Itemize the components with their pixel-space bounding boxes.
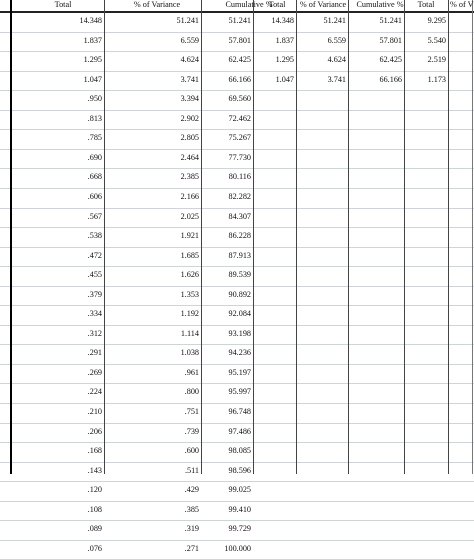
cell-total-extraction: 1.047	[275, 74, 294, 84]
cell-variance-extraction: 6.559	[327, 35, 346, 45]
cell-variance-initial: .961	[184, 367, 199, 377]
cell-cumulative-extraction: 57.801	[379, 35, 402, 45]
cell-variance-initial: 4.624	[180, 55, 199, 65]
cell-cumulative-extraction: 51.241	[379, 16, 402, 25]
header-variance-initial: % of Variance	[133, 0, 181, 9]
cell-cumulative-initial: 80.116	[228, 172, 251, 182]
cell-total-rotation: 2.519	[427, 55, 446, 65]
cell-cumulative-initial: 90.892	[228, 289, 251, 299]
cell-total-initial: .224	[87, 387, 102, 397]
cell-total-initial: .334	[87, 309, 102, 319]
cell-cumulative-initial: 72.462	[228, 113, 251, 123]
cell-variance-extraction: 51.241	[323, 16, 346, 25]
cell-cumulative-initial: 95.997	[228, 387, 251, 397]
cell-total-initial: .168	[87, 446, 102, 456]
cell-variance-initial: 2.902	[180, 113, 199, 123]
cell-total-initial: .143	[87, 465, 102, 475]
cell-total-rotation: 9.295	[427, 16, 446, 25]
cell-total-rotation: 1.173	[427, 74, 446, 84]
header-total-extraction: Total	[268, 0, 286, 9]
cell-variance-initial: .271	[184, 543, 199, 553]
cell-variance-initial: 2.166	[180, 191, 199, 201]
cell-total-initial: .538	[87, 231, 102, 241]
cell-cumulative-initial: 69.560	[228, 94, 251, 104]
cell-total-initial: .785	[87, 133, 102, 143]
cell-cumulative-initial: 99.025	[228, 485, 251, 495]
cell-cumulative-initial: 87.913	[228, 250, 251, 260]
cell-total-initial: .567	[87, 211, 102, 221]
cell-total-initial: .455	[87, 270, 102, 280]
cell-variance-extraction: 3.741	[327, 74, 346, 84]
cell-total-extraction: 1.837	[275, 35, 294, 45]
cell-cumulative-initial: 75.267	[228, 133, 251, 143]
cell-variance-initial: 1.353	[180, 289, 199, 299]
cell-total-extraction: 14.348	[271, 16, 294, 25]
cell-total-initial: .120	[87, 485, 102, 495]
cell-cumulative-initial: 86.228	[228, 231, 251, 241]
cell-total-initial: .950	[87, 94, 102, 104]
cell-variance-initial: 1.921	[180, 231, 199, 241]
cell-cumulative-initial: 99.729	[228, 524, 251, 534]
cell-cumulative-initial: 100.000	[224, 543, 251, 553]
cell-total-initial: 1.837	[83, 35, 102, 45]
cell-total-initial: .108	[87, 504, 102, 514]
cell-variance-initial: 51.241	[176, 16, 199, 25]
cell-total-initial: .606	[87, 191, 102, 201]
cell-total-initial: .269	[87, 367, 102, 377]
cell-total-initial: .089	[87, 524, 102, 534]
cell-variance-initial: 1.192	[180, 309, 199, 319]
cell-cumulative-initial: 57.801	[228, 35, 251, 45]
column-divider	[448, 0, 449, 474]
cell-total-extraction: 1.295	[275, 55, 294, 65]
cell-variance-initial: 1.626	[180, 270, 199, 280]
cell-cumulative-initial: 93.198	[228, 328, 251, 338]
cell-total-initial: .690	[87, 152, 102, 162]
cell-variance-initial: 3.394	[180, 94, 199, 104]
header-total-rotation: Total	[417, 0, 435, 9]
cell-cumulative-initial: 95.197	[228, 367, 251, 377]
cell-cumulative-initial: 66.166	[228, 74, 251, 84]
cell-cumulative-extraction: 66.166	[379, 74, 402, 84]
cell-cumulative-initial: 98.596	[228, 465, 251, 475]
cell-variance-initial: 6.559	[180, 35, 199, 45]
column-divider	[472, 0, 473, 474]
header-variance-rotation: % of V	[450, 0, 474, 9]
cell-cumulative-initial: 97.486	[228, 426, 251, 436]
cell-cumulative-initial: 62.425	[228, 55, 251, 65]
header-cumulative-initial: Cumulative %	[225, 0, 273, 9]
cell-variance-initial: .429	[184, 485, 199, 495]
cell-total-initial: .210	[87, 407, 102, 416]
cell-cumulative-initial: 99.410	[228, 504, 251, 514]
cell-total-initial: .206	[87, 426, 102, 436]
cell-variance-initial: .751	[184, 407, 199, 416]
cell-variance-initial: .800	[184, 387, 199, 397]
cell-cumulative-initial: 89.539	[228, 270, 251, 280]
cell-cumulative-initial: 51.241	[228, 16, 251, 25]
header-total-initial: Total	[54, 0, 72, 9]
cell-variance-initial: .739	[184, 426, 199, 436]
cell-cumulative-initial: 77.730	[228, 152, 251, 162]
cell-variance-initial: .600	[184, 446, 199, 456]
cell-variance-initial: 2.385	[180, 172, 199, 182]
cell-variance-initial: .511	[184, 465, 199, 475]
cell-variance-initial: 1.038	[180, 348, 199, 358]
cell-variance-initial: 1.114	[180, 328, 199, 338]
cell-cumulative-extraction: 62.425	[379, 55, 402, 65]
cell-cumulative-initial: 84.307	[228, 211, 251, 221]
cell-total-initial: .379	[87, 289, 102, 299]
cell-variance-initial: .319	[184, 524, 199, 534]
column-divider	[10, 0, 12, 474]
cell-cumulative-initial: 82.282	[228, 191, 251, 201]
cell-total-initial: .668	[87, 172, 102, 182]
cell-variance-initial: 2.025	[180, 211, 199, 221]
cell-variance-initial: 1.685	[180, 250, 199, 260]
cell-variance-initial: 2.464	[180, 152, 199, 162]
cell-total-initial: .312	[87, 328, 102, 338]
cell-cumulative-initial: 98.085	[228, 446, 251, 456]
cell-variance-initial: 2.805	[180, 133, 199, 143]
cell-total-initial: .076	[87, 543, 102, 553]
cell-total-initial: .472	[87, 250, 102, 260]
cell-cumulative-initial: 94.236	[228, 348, 251, 358]
cell-total-initial: .291	[87, 348, 102, 358]
cell-total-initial: 1.295	[83, 55, 102, 65]
cell-total-initial: 14.348	[79, 16, 102, 25]
cell-variance-initial: 3.741	[180, 74, 199, 84]
cell-variance-extraction: 4.624	[327, 55, 346, 65]
cell-cumulative-initial: 96.748	[228, 407, 251, 416]
cell-variance-initial: .385	[184, 504, 199, 514]
cell-total-initial: 1.047	[83, 74, 102, 84]
header-cumulative-extraction: Cumulative %	[356, 0, 404, 9]
cell-cumulative-initial: 92.084	[228, 309, 251, 319]
header-variance-extraction: % of Variance	[299, 0, 347, 9]
cell-total-rotation: 5.540	[427, 35, 446, 45]
cell-total-initial: .813	[87, 113, 102, 123]
